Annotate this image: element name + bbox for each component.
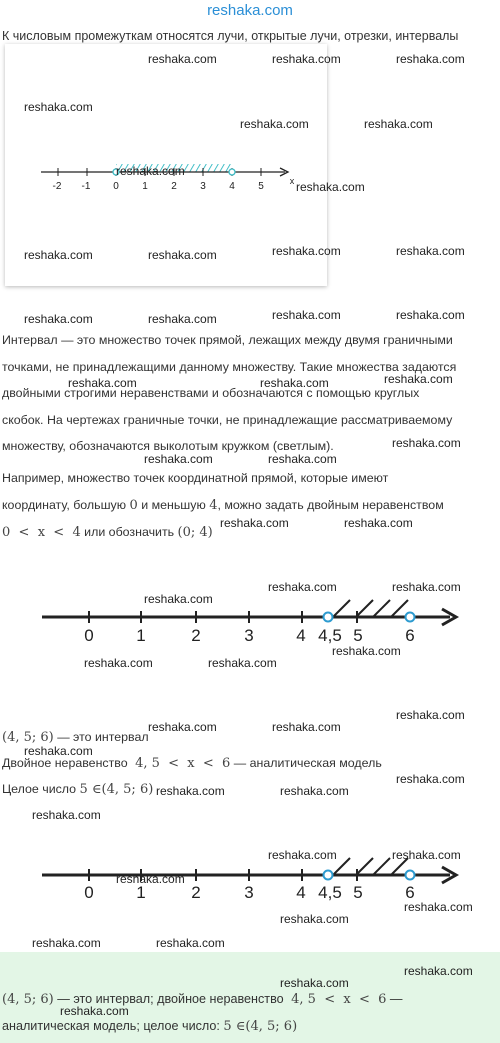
watermark: reshaka.com [392,580,461,594]
tick-label: 3 [244,883,254,902]
definition-paragraph [2,327,456,460]
open-point-6 [406,613,415,622]
definition-line: двойными строгими неравенствами и обозначаются с помощью круглых [2,386,420,400]
tick-label: 2 [191,626,201,645]
watermark: reshaka.com [296,180,365,194]
watermark: reshaka.com [404,900,473,914]
summary-text: аналитическая модель; целое число: [2,1019,220,1033]
watermark: reshaka.com [396,52,465,66]
tick-label: 6 [405,626,415,645]
example-text: или обозначить [84,525,175,539]
math-membership: 5 ∈(4, 5; 6) [79,782,154,797]
watermark: reshaka.com [396,708,465,722]
tick-label: 1 [136,883,146,902]
watermark: reshaka.com [268,580,337,594]
watermark: reshaka.com [156,936,225,950]
tick-label: 0 [84,626,94,645]
intro-text: К числовым промежуткам относятся лучи, открытые лучи, отрезки, интервалы [2,29,459,43]
open-point-6 [406,871,415,880]
watermark: reshaka.com [280,912,349,926]
tick-label: 4 [229,181,235,192]
watermark: reshaka.com [396,308,465,322]
tick-label: 5 [258,181,264,192]
summary-text: — это интервал; двойное неравенство [57,992,284,1006]
tick-label: 3 [244,626,254,645]
math-inequality: 4, 5 < x < 6 [291,992,387,1007]
tick-label: -2 [52,181,62,192]
watermark: reshaka.com [384,372,453,386]
open-point-4-5 [324,613,333,622]
tick-label: 0 [113,181,119,192]
watermark: reshaka.com [148,312,217,326]
watermark: reshaka.com [32,808,101,822]
hatch-marks [333,600,408,617]
tick-label: 6 [405,883,415,902]
definition-line: точками, не принадлежащими данному множеству. Такие множества задаются [2,359,457,374]
model-text: Целое число [2,782,77,796]
watermark: reshaka.com [332,644,401,658]
math-inequality: 4, 5 < x < 6 [135,756,231,771]
tick-label: 2 [191,883,201,902]
site-title[interactable]: reshaka.com [207,2,293,19]
watermark: reshaka.com [364,117,433,131]
watermark: reshaka.com [272,308,341,322]
math-membership: 5 ∈(4, 5; 6) [223,1019,298,1034]
watermark: reshaka.com [24,312,93,326]
example-text: координату, большую [2,497,127,512]
example-line: Например, множество точек координатной прямой, которые имеют [2,471,389,485]
open-point-4 [229,169,235,175]
watermark: reshaka.com [68,376,137,390]
inequality-line [2,756,382,782]
tick-label: 4 [296,626,306,645]
example-line [2,492,444,520]
model-text: Двойное неравенство [2,756,128,770]
example-text: , можно задать двойным неравенством [217,497,444,512]
watermark: reshaka.com [144,592,213,606]
watermark: reshaka.com [220,516,289,530]
watermark: reshaka.com [24,248,93,262]
watermark: reshaka.com [392,848,461,862]
definition-line: скобок. На чертежах граничные точки, не принадлежащие рассматриваемому [2,412,453,427]
math-value: 0 [129,497,138,513]
tick-label: 5 [353,626,363,645]
example-paragraph [2,465,444,547]
watermark: reshaka.com [268,452,337,466]
math-interval: (0; 4) [177,525,213,540]
watermark: reshaka.com [240,117,309,131]
watermark: reshaka.com [24,744,93,758]
example-text: и меньшую [141,497,206,512]
tick-label: 5 [353,883,363,902]
definition-line: множеству, обозначаются выколотым кружком (светлым). [2,439,334,453]
watermark: reshaka.com [396,772,465,786]
tick-label: 0 [84,883,94,902]
watermark: reshaka.com [272,52,341,66]
watermark: reshaka.com [148,720,217,734]
number-line-figure-2 [0,590,500,660]
watermark: reshaka.com [260,376,329,390]
watermark: reshaka.com [272,244,341,258]
tick-label: 4,5 [318,626,342,645]
watermark: reshaka.com [404,964,473,978]
open-point-4-5 [324,871,333,880]
watermark: reshaka.com [144,452,213,466]
watermark: reshaka.com [148,248,217,262]
watermark: reshaka.com [280,976,349,990]
watermark: reshaka.com [32,936,101,950]
summary-line-2 [2,1019,297,1034]
summary-text: — [389,992,403,1006]
watermark: reshaka.com [272,720,341,734]
math-inequality: 0 < x < 4 [2,525,81,540]
watermark: reshaka.com [116,872,185,886]
axis-label: x [289,176,295,186]
model-text: — аналитическая модель [233,756,382,770]
watermark: reshaka.com [84,656,153,670]
watermark: reshaka.com [148,52,217,66]
math-interval: (4, 5; 6) [2,992,54,1007]
watermark: reshaka.com [208,656,277,670]
watermark: reshaka.com [24,100,93,114]
math-value: 4 [209,497,218,513]
model-text: — это интервал [57,730,149,744]
tick-label: 3 [200,181,206,192]
definition-line: Интервал — это множество точек прямой, лежащих между двумя граничными [2,333,453,347]
math-interval: (4, 5; 6) [2,730,54,745]
watermark: reshaka.com [268,848,337,862]
tick-label: 2 [171,181,177,192]
watermark: reshaka.com [396,244,465,258]
tick-label: 1 [136,626,146,645]
tick-label: -1 [81,181,91,192]
watermark: reshaka.com [344,516,413,530]
watermark: reshaka.com [60,1004,129,1018]
tick-label: 4 [296,883,306,902]
tick-label: 1 [142,181,148,192]
watermark: reshaka.com [392,436,461,450]
watermark: reshaka.com [116,164,185,178]
watermark: reshaka.com [156,784,225,798]
tick-label: 4,5 [318,883,342,902]
watermark: reshaka.com [280,784,349,798]
